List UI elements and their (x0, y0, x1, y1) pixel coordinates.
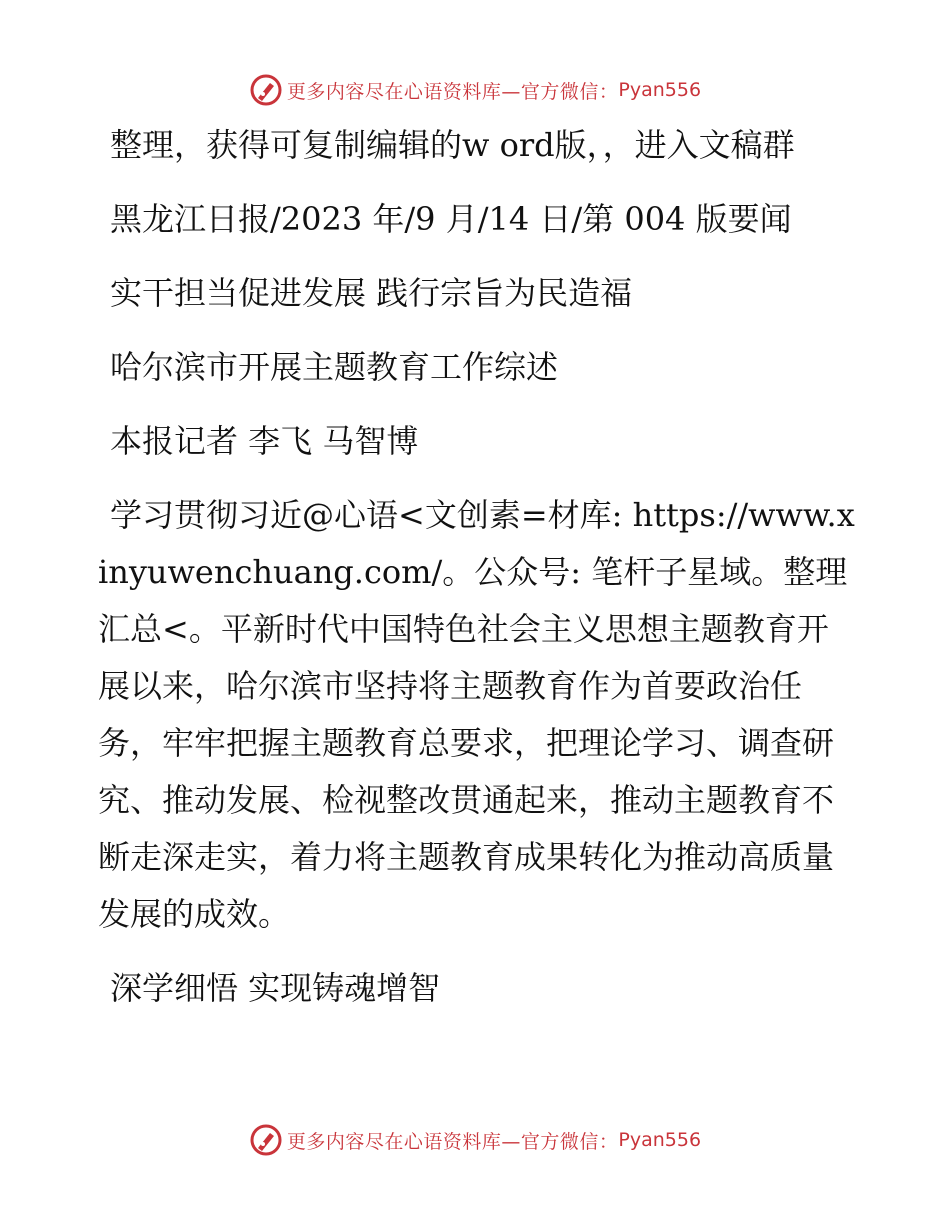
article-subheadline: 哈尔滨市开展主题教育工作综述 (110, 348, 559, 386)
banner-wechat-id: Pyan556 (618, 79, 702, 101)
banner-text: 更多内容尽在心语资料库—官方微信： (286, 80, 619, 103)
document-body (98, 117, 858, 1017)
banner-text: 更多内容尽在心语资料库—官方微信： (286, 1130, 619, 1153)
pen-seal-logo-icon (249, 73, 283, 107)
paragraph-note: 整理，获得可复制编辑的w ord版，，进入文稿群 (110, 126, 795, 164)
header-banner (0, 70, 950, 110)
article-byline: 本报记者 李飞 马智博 (110, 422, 419, 460)
footer-banner (0, 1120, 950, 1160)
paragraph-source: 黑龙江日报/2023 年/9 月/14 日/第 004 版要闻 (110, 200, 792, 238)
paragraph-body: 学习贯彻习近@心语<文创素=材库: https://www.xinyuwenchuang.com/。公众号: 笔杆子星域。整理汇总<。平新时代中国特色社会主义思想主题教育开展以来，哈尔滨市坚持将主题教育作为首要政治任务，牢牢把握主题教育总要求，把理论学习、调查研究、推动发展、检视整改贯通起来，推动主题教育不断走深走实，着力将主题教育成果转化为推动高质量发展的成效。 (98, 496, 855, 933)
article-headline: 实干担当促进发展 践行宗旨为民造福 (110, 274, 633, 312)
banner-wechat-id: Pyan556 (618, 1129, 702, 1151)
section-heading: 深学细悟 实现铸魂增智 (110, 969, 441, 1007)
pen-seal-logo-icon (249, 1123, 283, 1157)
